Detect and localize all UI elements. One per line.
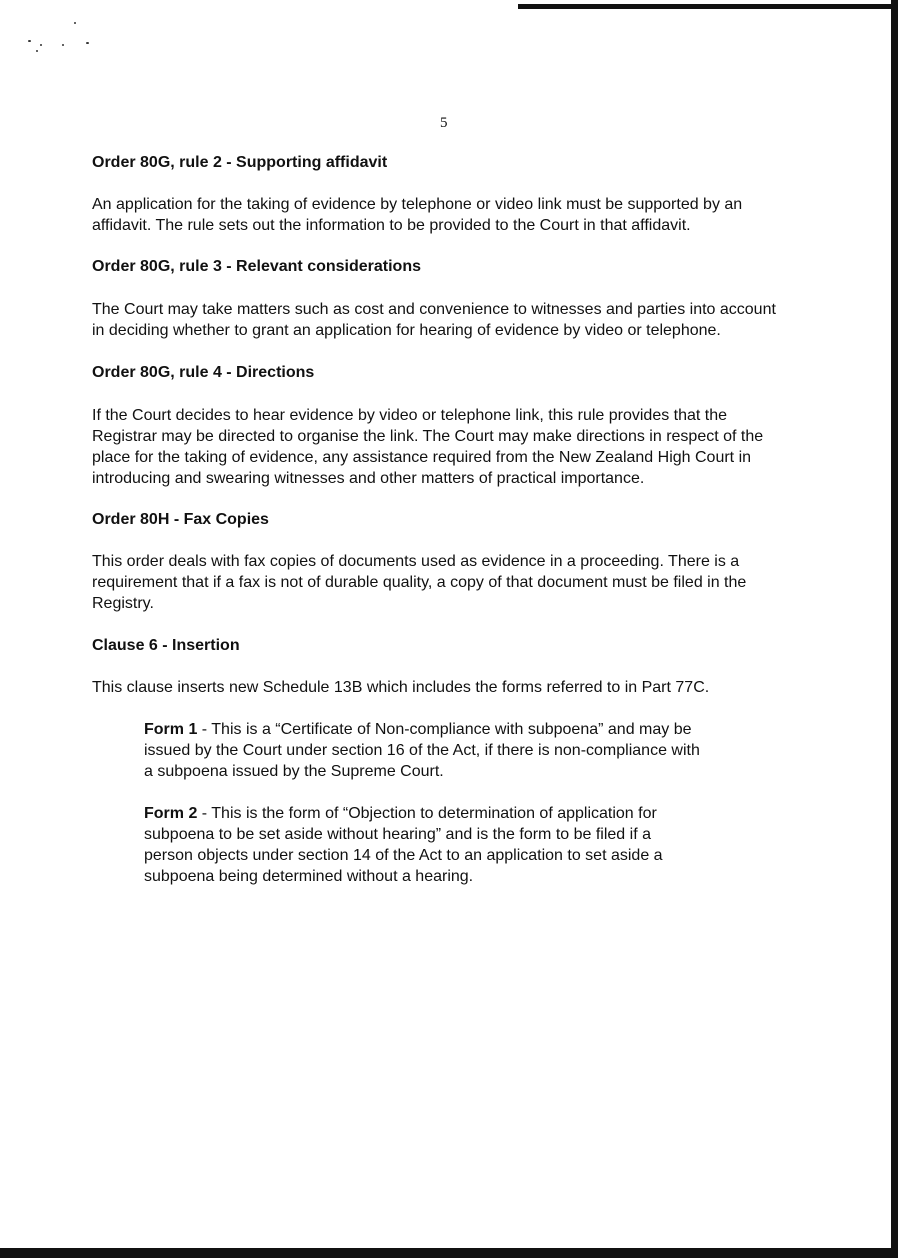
forms-list xyxy=(144,719,704,887)
section-paragraph: If the Court decides to hear evidence by video or telephone link, this rule provides that the Registrar may be directed to organise the link. The Court may make directions in respect of the place for the taking of evidence, any assistance required from the New Zealand High Court in introducing and swearing witnesses and other matters of practical importance. xyxy=(92,407,764,487)
section-heading: Clause 6 - Insertion xyxy=(92,637,240,654)
document-body xyxy=(92,152,792,887)
form-item xyxy=(144,803,704,887)
scan-speck xyxy=(62,44,64,46)
form-item xyxy=(144,719,704,782)
section-heading: Order 80G, rule 3 - Relevant considerations xyxy=(92,258,421,275)
form-label: Form 2 xyxy=(144,805,198,822)
scan-speck xyxy=(40,44,42,46)
scan-edge-top xyxy=(518,4,898,9)
scan-edge-bottom xyxy=(0,1248,898,1258)
scan-speck xyxy=(28,40,31,42)
scan-speck xyxy=(74,22,76,24)
section-paragraph: The Court may take matters such as cost and convenience to witnesses and parties into account in deciding whether to grant an application for hearing of evidence by video or telephone. xyxy=(92,301,776,339)
section-paragraph: An application for the taking of evidence by telephone or video link must be supported by an affidavit. The rule sets out the information to be provided to the Court in that affidavit. xyxy=(92,196,743,234)
section-heading: Order 80H - Fax Copies xyxy=(92,511,269,528)
section-heading: Order 80G, rule 2 - Supporting affidavit xyxy=(92,154,388,171)
page-number: 5 xyxy=(440,115,448,131)
section-heading: Order 80G, rule 4 - Directions xyxy=(92,364,315,381)
form-label: Form 1 xyxy=(144,721,198,738)
form-description: - This is a “Certificate of Non-compliance with subpoena” and may be issued by the Court under section 16 of the Act, if there is non-compliance with a subpoena issued by the Supreme Court. xyxy=(144,721,700,780)
scan-edge-right xyxy=(891,0,898,1250)
scan-speck xyxy=(86,42,89,44)
scan-speck xyxy=(36,50,38,52)
section-paragraph: This clause inserts new Schedule 13B which includes the forms referred to in Part 77C. xyxy=(92,679,710,696)
section-paragraph: This order deals with fax copies of documents used as evidence in a proceeding. There is a requirement that if a fax is not of durable quality, a copy of that document must be filed in the Registry. xyxy=(92,553,747,612)
form-description: - This is the form of “Objection to determination of application for subpoena to be set aside without hearing” and is the form to be filed if a person objects under section 14 of the Act to an application to set aside a subpoena being determined without a hearing. xyxy=(144,805,663,885)
